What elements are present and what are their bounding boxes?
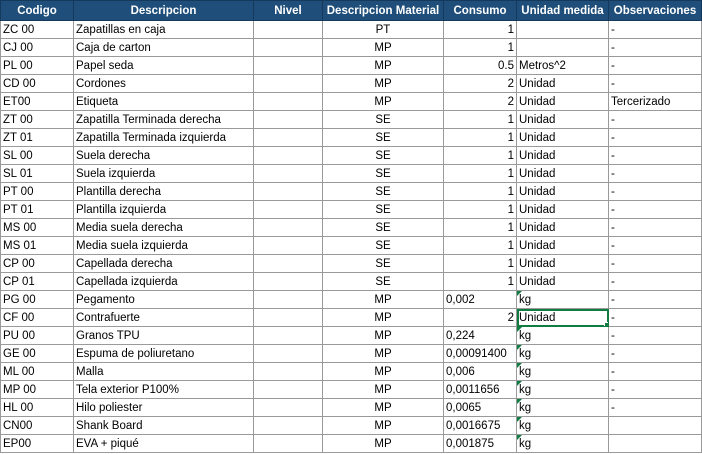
cell-codigo[interactable]: MS 01: [1, 237, 74, 255]
cell-codigo[interactable]: MP 00: [1, 381, 74, 399]
table-row: [1, 147, 702, 165]
cell-unidad[interactable]: Unidad: [517, 165, 609, 183]
cell-descripcion[interactable]: Hilo poliester: [74, 399, 254, 417]
cell-unidad[interactable]: Unidad: [517, 201, 609, 219]
cell-consumo[interactable]: 2: [444, 309, 517, 327]
cell-nivel[interactable]: [254, 21, 323, 39]
cell-codigo[interactable]: CJ 00: [1, 39, 74, 57]
cell-observaciones[interactable]: -: [609, 75, 702, 93]
header-unidad[interactable]: Unidad medida: [517, 1, 609, 21]
cell-observaciones[interactable]: -: [609, 201, 702, 219]
cell-codigo[interactable]: ML 00: [1, 363, 74, 381]
cell-material[interactable]: MP: [323, 363, 444, 381]
cell-codigo[interactable]: HL 00: [1, 399, 74, 417]
table-row: [1, 399, 702, 417]
cell-codigo[interactable]: CP 00: [1, 255, 74, 273]
cell-consumo[interactable]: 0,002: [444, 291, 517, 309]
cell-material[interactable]: MP: [323, 291, 444, 309]
cell-codigo[interactable]: SL 01: [1, 165, 74, 183]
cell-material[interactable]: SE: [323, 273, 444, 291]
cell-codigo[interactable]: ZC 00: [1, 21, 74, 39]
cell-unidad[interactable]: Unidad: [517, 93, 609, 111]
cell-material[interactable]: MP: [323, 57, 444, 75]
table-row: [1, 75, 702, 93]
cell-material[interactable]: SE: [323, 237, 444, 255]
cell-nivel[interactable]: [254, 219, 323, 237]
cell-codigo[interactable]: SL 00: [1, 147, 74, 165]
cell-descripcion[interactable]: Espuma de poliuretano: [74, 345, 254, 363]
table-row: [1, 291, 702, 309]
cell-nivel[interactable]: [254, 435, 323, 453]
cell-observaciones[interactable]: -: [609, 183, 702, 201]
cell-observaciones[interactable]: -: [609, 165, 702, 183]
cell-observaciones[interactable]: -: [609, 111, 702, 129]
cell-material[interactable]: MP: [323, 435, 444, 453]
cell-observaciones[interactable]: -: [609, 399, 702, 417]
cell-descripcion[interactable]: Pegamento: [74, 291, 254, 309]
cell-unidad[interactable]: Unidad: [517, 219, 609, 237]
cell-nivel[interactable]: [254, 201, 323, 219]
cell-codigo[interactable]: PT 01: [1, 201, 74, 219]
cell-observaciones[interactable]: -: [609, 39, 702, 57]
cell-consumo[interactable]: 1: [444, 111, 517, 129]
cell-unidad[interactable]: kg: [517, 345, 609, 363]
cell-observaciones[interactable]: -: [609, 327, 702, 345]
cell-material[interactable]: MP: [323, 345, 444, 363]
cell-descripcion[interactable]: Zapatilla Terminada derecha: [74, 111, 254, 129]
cell-observaciones[interactable]: -: [609, 363, 702, 381]
cell-unidad[interactable]: Unidad: [517, 309, 609, 327]
cell-consumo[interactable]: 0,00091400: [444, 345, 517, 363]
cell-descripcion[interactable]: Media suela izquierda: [74, 237, 254, 255]
cell-material[interactable]: SE: [323, 183, 444, 201]
cell-material[interactable]: MP: [323, 381, 444, 399]
cell-nivel[interactable]: [254, 165, 323, 183]
table-row: [1, 165, 702, 183]
cell-descripcion[interactable]: Capellada derecha: [74, 255, 254, 273]
cell-nivel[interactable]: [254, 93, 323, 111]
cell-nivel[interactable]: [254, 75, 323, 93]
cell-consumo[interactable]: 0,006: [444, 363, 517, 381]
cell-unidad[interactable]: Unidad: [517, 147, 609, 165]
cell-material[interactable]: MP: [323, 327, 444, 345]
table-row: [1, 39, 702, 57]
cell-nivel[interactable]: [254, 291, 323, 309]
cell-codigo[interactable]: PT 00: [1, 183, 74, 201]
table-row: [1, 327, 702, 345]
cell-consumo[interactable]: 1: [444, 21, 517, 39]
cell-material[interactable]: MP: [323, 417, 444, 435]
cell-unidad[interactable]: kg: [517, 291, 609, 309]
cell-observaciones[interactable]: [609, 417, 702, 435]
header-codigo[interactable]: Codigo: [1, 1, 74, 21]
cell-consumo[interactable]: 2: [444, 75, 517, 93]
cell-unidad[interactable]: kg: [517, 363, 609, 381]
cell-nivel[interactable]: [254, 399, 323, 417]
cell-material[interactable]: MP: [323, 39, 444, 57]
cell-nivel[interactable]: [254, 183, 323, 201]
cell-descripcion[interactable]: Zapatilla Terminada izquierda: [74, 129, 254, 147]
cell-unidad[interactable]: kg: [517, 381, 609, 399]
cell-consumo[interactable]: 0,224: [444, 327, 517, 345]
cell-observaciones[interactable]: -: [609, 147, 702, 165]
cell-nivel[interactable]: [254, 309, 323, 327]
cell-codigo[interactable]: CN00: [1, 417, 74, 435]
cell-unidad[interactable]: Unidad: [517, 273, 609, 291]
cell-consumo[interactable]: 0.5: [444, 57, 517, 75]
cell-descripcion[interactable]: Plantilla derecha: [74, 183, 254, 201]
cell-consumo[interactable]: 1: [444, 237, 517, 255]
cell-consumo[interactable]: 2: [444, 93, 517, 111]
cell-consumo[interactable]: 1: [444, 129, 517, 147]
cell-descripcion[interactable]: Media suela derecha: [74, 219, 254, 237]
cell-descripcion[interactable]: Etiqueta: [74, 93, 254, 111]
cell-descripcion[interactable]: Contrafuerte: [74, 309, 254, 327]
header-observaciones[interactable]: Observaciones: [609, 1, 702, 21]
cell-material[interactable]: MP: [323, 75, 444, 93]
header-material[interactable]: Descripcion Material: [323, 1, 444, 21]
cell-consumo[interactable]: 1: [444, 147, 517, 165]
cell-consumo[interactable]: 1: [444, 39, 517, 57]
table-body: [1, 21, 702, 453]
cell-descripcion[interactable]: Capellada izquierda: [74, 273, 254, 291]
cell-unidad[interactable]: [517, 39, 609, 57]
cell-nivel[interactable]: [254, 255, 323, 273]
cell-unidad[interactable]: kg: [517, 435, 609, 453]
cell-consumo[interactable]: 1: [444, 201, 517, 219]
cell-codigo[interactable]: ZT 00: [1, 111, 74, 129]
cell-consumo[interactable]: 1: [444, 273, 517, 291]
cell-unidad[interactable]: Unidad: [517, 75, 609, 93]
cell-material[interactable]: SE: [323, 219, 444, 237]
cell-consumo[interactable]: 1: [444, 219, 517, 237]
table-row: [1, 345, 702, 363]
cell-codigo[interactable]: CP 01: [1, 273, 74, 291]
cell-material[interactable]: SE: [323, 147, 444, 165]
cell-nivel[interactable]: [254, 363, 323, 381]
cell-nivel[interactable]: [254, 381, 323, 399]
cell-nivel[interactable]: [254, 147, 323, 165]
cell-observaciones[interactable]: -: [609, 273, 702, 291]
cell-observaciones[interactable]: [609, 435, 702, 453]
table-row: [1, 309, 702, 327]
cell-unidad[interactable]: [517, 21, 609, 39]
cell-observaciones[interactable]: -: [609, 291, 702, 309]
table-row: [1, 255, 702, 273]
cell-descripcion[interactable]: Suela derecha: [74, 147, 254, 165]
cell-descripcion[interactable]: Shank Board: [74, 417, 254, 435]
cell-descripcion[interactable]: Granos TPU: [74, 327, 254, 345]
cell-descripcion[interactable]: Caja de carton: [74, 39, 254, 57]
cell-material[interactable]: SE: [323, 255, 444, 273]
table-row: [1, 381, 702, 399]
cell-consumo[interactable]: 1: [444, 255, 517, 273]
table-row: [1, 111, 702, 129]
cell-nivel[interactable]: [254, 129, 323, 147]
cell-material[interactable]: MP: [323, 309, 444, 327]
cell-nivel[interactable]: [254, 417, 323, 435]
table-row: [1, 219, 702, 237]
table-row: [1, 273, 702, 291]
table-row: [1, 363, 702, 381]
cell-observaciones[interactable]: -: [609, 381, 702, 399]
header-nivel[interactable]: Nivel: [254, 1, 323, 21]
cell-observaciones[interactable]: -: [609, 309, 702, 327]
cell-codigo[interactable]: PL 00: [1, 57, 74, 75]
cell-unidad[interactable]: Unidad: [517, 237, 609, 255]
table-row: [1, 93, 702, 111]
cell-consumo[interactable]: 0,0016675: [444, 417, 517, 435]
table-row: [1, 417, 702, 435]
cell-nivel[interactable]: [254, 273, 323, 291]
cell-consumo[interactable]: 1: [444, 165, 517, 183]
cell-material[interactable]: MP: [323, 93, 444, 111]
table-row: [1, 237, 702, 255]
cell-unidad[interactable]: Unidad: [517, 255, 609, 273]
table-row: [1, 57, 702, 75]
cell-codigo[interactable]: EP00: [1, 435, 74, 453]
cell-descripcion[interactable]: Suela izquierda: [74, 165, 254, 183]
cell-codigo[interactable]: CD 00: [1, 75, 74, 93]
cell-nivel[interactable]: [254, 57, 323, 75]
cell-codigo[interactable]: PG 00: [1, 291, 74, 309]
cell-nivel[interactable]: [254, 237, 323, 255]
cell-unidad[interactable]: Metros^2: [517, 57, 609, 75]
cell-codigo[interactable]: ET00: [1, 93, 74, 111]
cell-material[interactable]: SE: [323, 129, 444, 147]
cell-consumo[interactable]: 0,001875: [444, 435, 517, 453]
header-row: [1, 1, 702, 21]
cell-descripcion[interactable]: Tela exterior P100%: [74, 381, 254, 399]
cell-observaciones[interactable]: -: [609, 255, 702, 273]
cell-descripcion[interactable]: EVA + piqué: [74, 435, 254, 453]
cell-observaciones[interactable]: -: [609, 21, 702, 39]
cell-codigo[interactable]: CF 00: [1, 309, 74, 327]
cell-nivel[interactable]: [254, 111, 323, 129]
cell-descripcion[interactable]: Plantilla izquierda: [74, 201, 254, 219]
table-row: [1, 183, 702, 201]
cell-unidad[interactable]: Unidad: [517, 183, 609, 201]
cell-observaciones[interactable]: -: [609, 237, 702, 255]
cell-nivel[interactable]: [254, 327, 323, 345]
table-row: [1, 21, 702, 39]
cell-unidad[interactable]: Unidad: [517, 111, 609, 129]
cell-observaciones[interactable]: -: [609, 345, 702, 363]
cell-consumo[interactable]: 0,0065: [444, 399, 517, 417]
cell-unidad[interactable]: kg: [517, 417, 609, 435]
cell-descripcion[interactable]: Papel seda: [74, 57, 254, 75]
cell-consumo[interactable]: 0,0011656: [444, 381, 517, 399]
cell-consumo[interactable]: 1: [444, 183, 517, 201]
cell-observaciones[interactable]: Tercerizado: [609, 93, 702, 111]
cell-observaciones[interactable]: -: [609, 129, 702, 147]
cell-codigo[interactable]: GE 00: [1, 345, 74, 363]
cell-material[interactable]: SE: [323, 165, 444, 183]
cell-descripcion[interactable]: Cordones: [74, 75, 254, 93]
cell-unidad[interactable]: Unidad: [517, 129, 609, 147]
cell-observaciones[interactable]: -: [609, 219, 702, 237]
cell-descripcion[interactable]: Malla: [74, 363, 254, 381]
cell-material[interactable]: SE: [323, 201, 444, 219]
cell-unidad[interactable]: kg: [517, 327, 609, 345]
cell-material[interactable]: SE: [323, 111, 444, 129]
header-consumo[interactable]: Consumo: [444, 1, 517, 21]
cell-material[interactable]: MP: [323, 399, 444, 417]
cell-observaciones[interactable]: -: [609, 57, 702, 75]
table-row: [1, 201, 702, 219]
cell-unidad[interactable]: kg: [517, 399, 609, 417]
cell-descripcion[interactable]: Zapatillas en caja: [74, 21, 254, 39]
table-row: [1, 129, 702, 147]
cell-codigo[interactable]: PU 00: [1, 327, 74, 345]
cell-nivel[interactable]: [254, 39, 323, 57]
cell-material[interactable]: PT: [323, 21, 444, 39]
cell-nivel[interactable]: [254, 345, 323, 363]
header-descripcion[interactable]: Descripcion: [74, 1, 254, 21]
table-row: [1, 435, 702, 453]
cell-codigo[interactable]: ZT 01: [1, 129, 74, 147]
cell-codigo[interactable]: MS 00: [1, 219, 74, 237]
